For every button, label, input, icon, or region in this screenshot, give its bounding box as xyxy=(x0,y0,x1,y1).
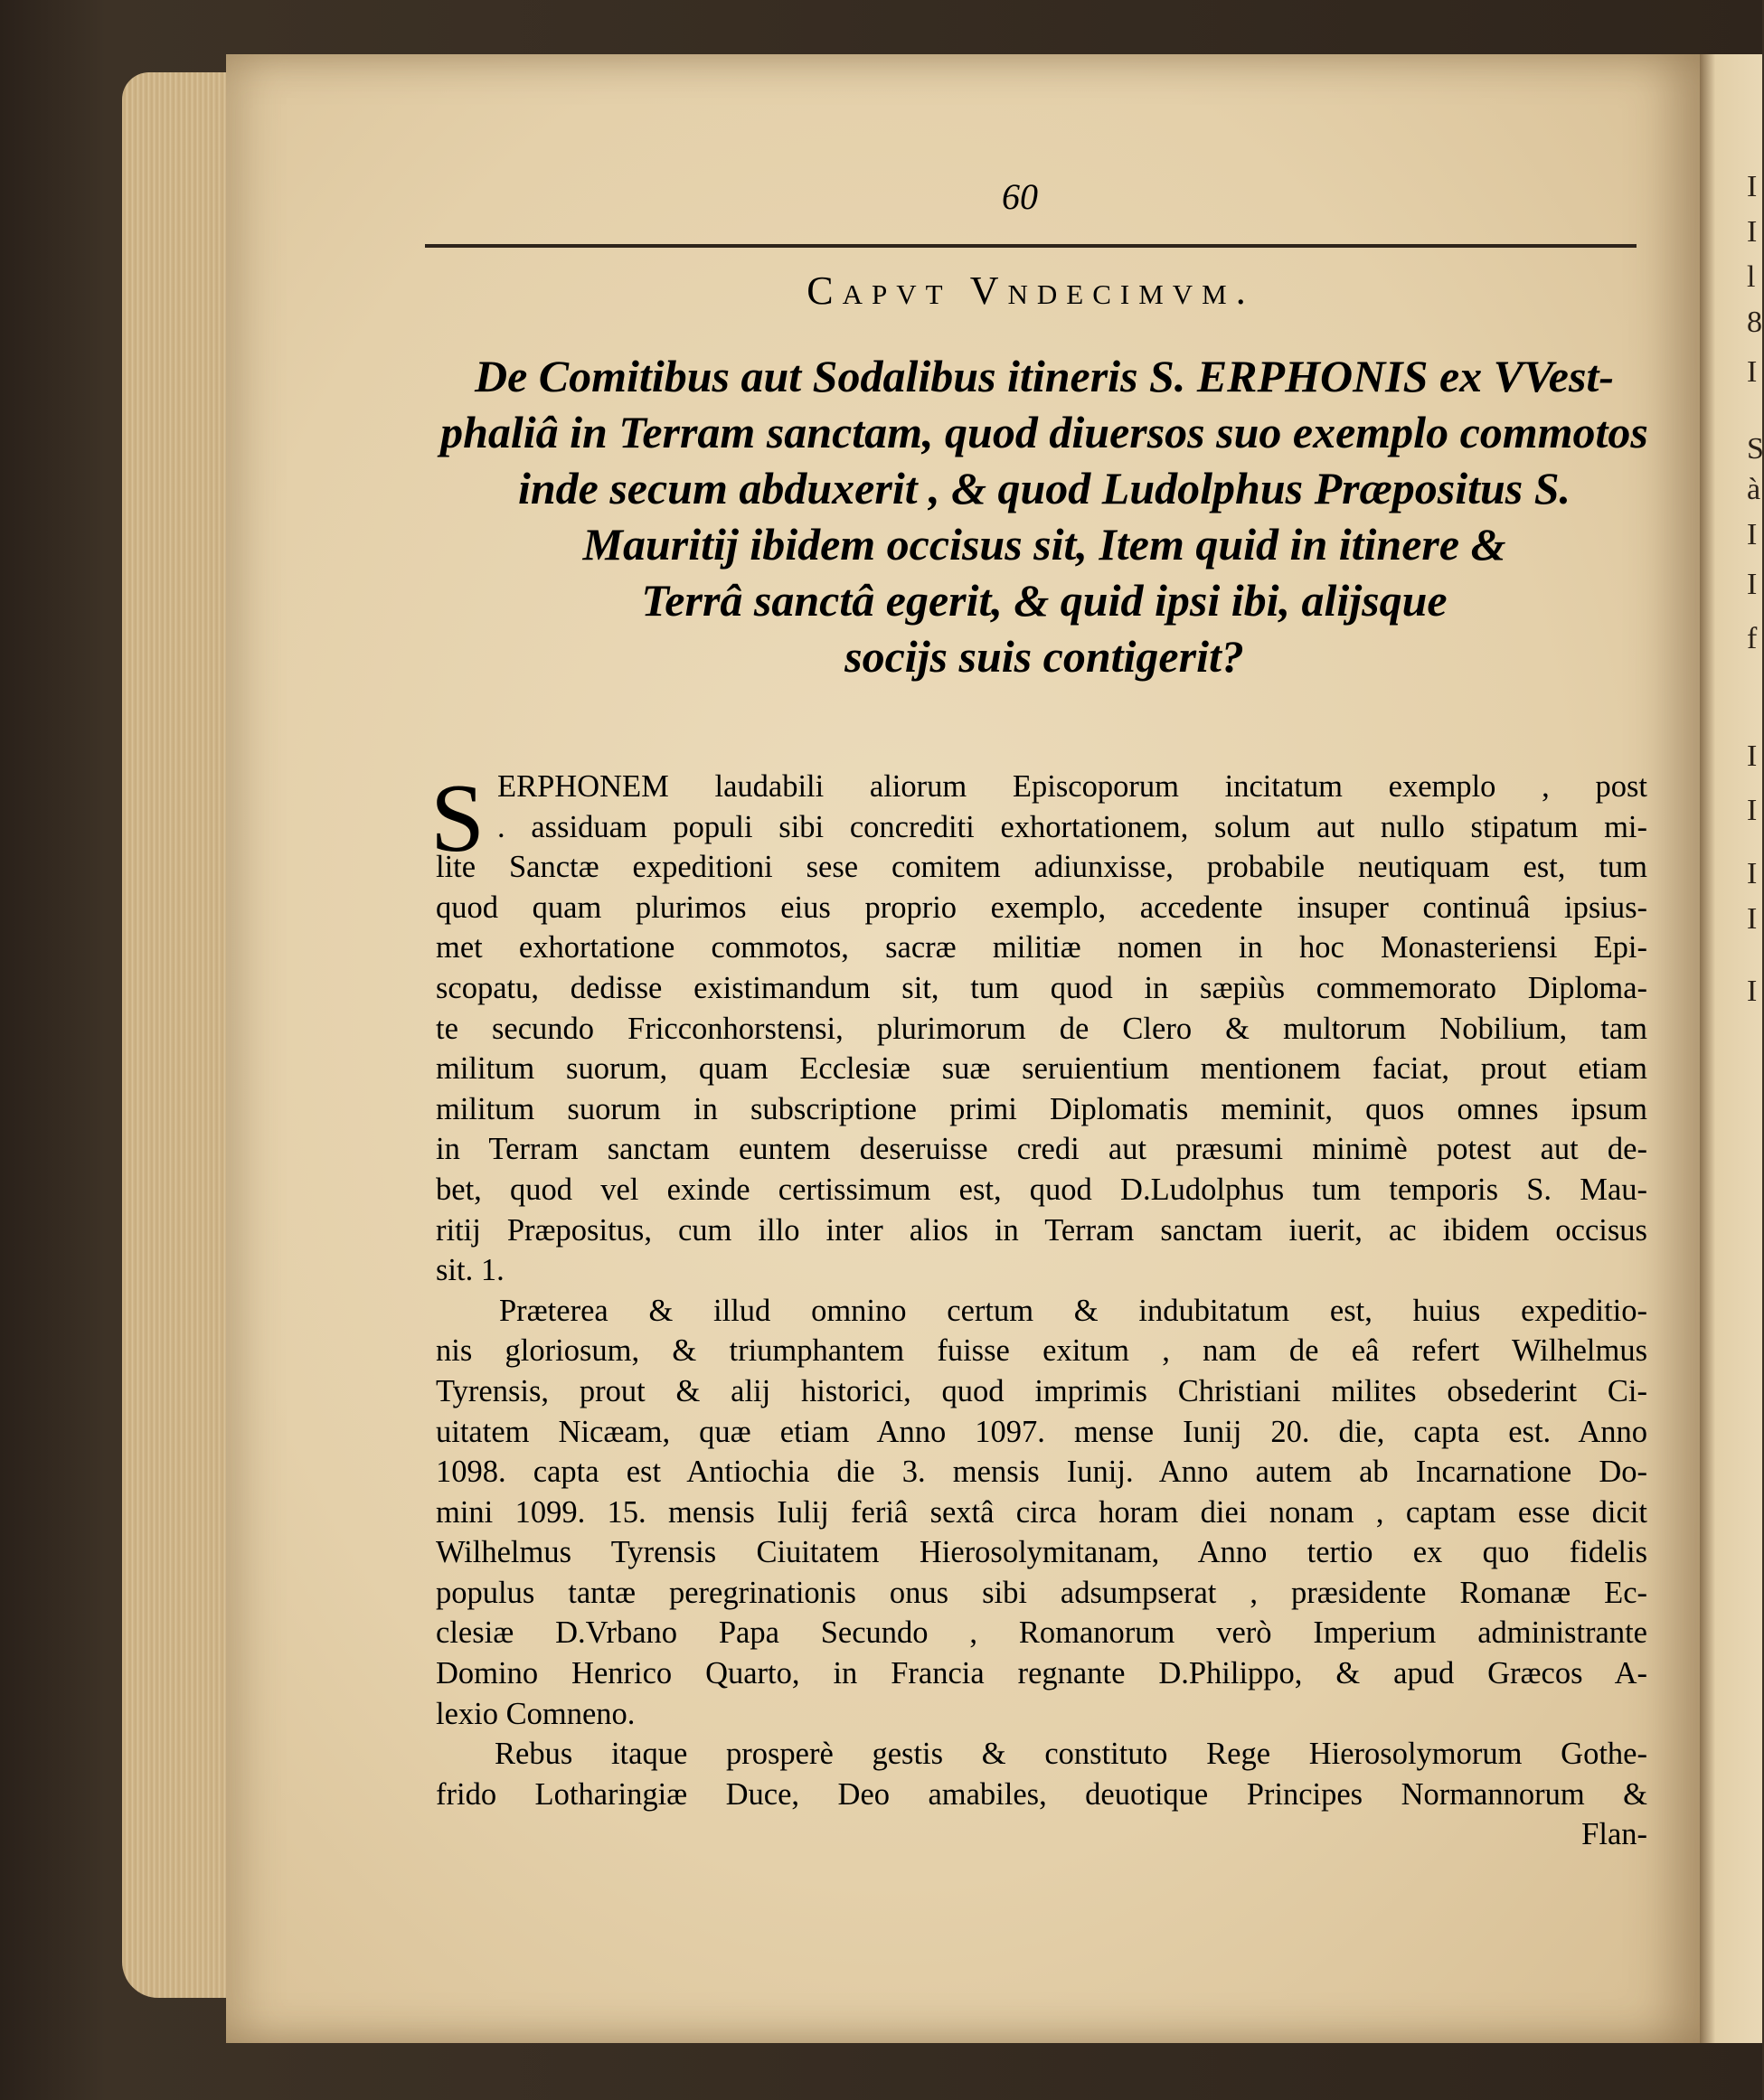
body-line: 1098. capta est Antiochia die 3. mensis Iunij. Anno autem ab Incarnatione Do- xyxy=(436,1455,1647,1490)
right-page-fragment: I xyxy=(1747,902,1758,936)
body-line: ERPHONEM laudabili aliorum Episcoporum incitatum exemplo , post xyxy=(497,769,1647,804)
right-page-fragment: S xyxy=(1747,432,1764,466)
body-line: in Terram sanctam euntem deseruisse credi aut præsumi minimè potest aut de- xyxy=(436,1132,1647,1167)
heading-line: De Comitibus aut Sodalibus itineris S. ERPHONIS ex VVest- xyxy=(475,351,1614,401)
right-page-fragment: I xyxy=(1747,518,1758,551)
right-page-fragment: I xyxy=(1747,568,1758,601)
body-line: Tyrensis, prout & alij historici, quod imprimis Christiani milites obsederint Ci- xyxy=(436,1373,1647,1408)
body-line: lexio Comneno. xyxy=(436,1696,636,1731)
right-page-fragment: I xyxy=(1747,170,1758,203)
body-line: met exhortatione commotos, sacræ militiæ nomen in hoc Monasteriensi Epi- xyxy=(436,930,1647,965)
body-line: uitatem Nicæam, quæ etiam Anno 1097. mense Iunij 20. die, capta est. Anno xyxy=(436,1414,1647,1449)
body-line: clesiæ D.Vrbano Papa Secundo , Romanorum verò Imperium administrante xyxy=(436,1615,1647,1651)
heading-line: socijs suis contigerit? xyxy=(844,631,1244,682)
right-page-fragment: I xyxy=(1747,794,1758,827)
body-line: bet, quod vel exinde certissimum est, quod D.Ludolphus tum temporis S. Mau- xyxy=(436,1172,1647,1207)
page-number: 60 xyxy=(1002,176,1038,217)
header-rule xyxy=(425,244,1637,248)
body-line: te secundo Fricconhorstensi, plurimorum de Clero & multorum Nobilium, tam xyxy=(436,1011,1647,1046)
body-line: . assiduam populi sibi concrediti exhortationem, solum aut nullo stipatum mi- xyxy=(497,809,1647,844)
right-page-fragment: f xyxy=(1747,622,1758,655)
body-line: Domino Henrico Quarto, in Francia regnante D.Philippo, & apud Græcos A- xyxy=(436,1656,1647,1691)
body-line: lite Sanctæ expeditioni sese comitem adiunxisse, probabile neutiquam est, tum xyxy=(436,850,1647,885)
body-line: scopatu, dedisse existimandum sit, tum quod in sæpiùs commemorato Diploma- xyxy=(436,970,1647,1005)
body-line: ritij Præpositus, cum illo inter alios in Terram sanctam iuerit, ac ibidem occisus xyxy=(436,1212,1647,1248)
body-line: militum suorum in subscriptione primi Diplomatis meminit, quos omnes ipsum xyxy=(436,1091,1647,1126)
heading-line: Terrâ sanctâ egerit, & quid ipsi ibi, alijsque xyxy=(641,575,1448,626)
right-page-fragment: I xyxy=(1747,975,1758,1008)
body-line: Rebus itaque prosperè gestis & constituto Rege Hierosolymorum Gothe- xyxy=(495,1737,1647,1772)
body-line: Wilhelmus Tyrensis Ciuitatem Hierosolymitanam, Anno tertio ex quo fidelis xyxy=(436,1535,1647,1570)
body-text xyxy=(436,767,1647,1855)
right-page-fragment: I xyxy=(1747,215,1758,249)
right-page-fragment: l xyxy=(1747,260,1756,294)
right-page-edge xyxy=(1700,54,1762,2043)
body-line: mini 1099. 15. mensis Iulij feriâ sextâ circa horam diei nonam , captam esse dicit xyxy=(436,1494,1647,1530)
body-line: populus tantæ peregrinationis onus sibi adsumpserat , præsidente Romanæ Ec- xyxy=(436,1575,1647,1610)
heading-line: inde secum abduxerit , & quod Ludolphus Præpositus S. xyxy=(517,463,1571,513)
body-line: Præterea & illud omnino certum & indubitatum est, huius expeditio- xyxy=(499,1293,1647,1328)
body-line: sit. 1. xyxy=(436,1253,505,1288)
body-line: frido Lotharingiæ Duce, Deo amabiles, deuotique Principes Normannorum & xyxy=(436,1776,1647,1812)
body-line: nis gloriosum, & triumphantem fuisse exitum , nam de eâ refert Wilhelmus xyxy=(436,1333,1647,1369)
body-line: quod quam plurimos eius proprio exemplo, accedente insuper continuâ ipsius- xyxy=(436,890,1647,925)
right-page-fragment: à xyxy=(1747,473,1761,506)
right-page-fragment: I xyxy=(1747,739,1758,773)
right-page-fragment: I xyxy=(1747,355,1758,389)
heading-line: Mauritij ibidem occisus sit, Item quid in itinere & xyxy=(582,519,1506,570)
right-page-fragment: 8 xyxy=(1747,306,1762,339)
catchword: Flan- xyxy=(1581,1817,1647,1852)
chapter-title: Capvt Vndecimvm. xyxy=(807,268,1255,313)
heading-line: phaliâ in Terram sanctam, quod diuersos suo exemplo commotos xyxy=(440,407,1648,457)
right-page-fragment: I xyxy=(1747,857,1758,890)
chapter-heading xyxy=(425,348,1664,684)
body-line: militum suorum, quam Ecclesiæ suæ seruientium mentionem faciat, prout etiam xyxy=(436,1051,1647,1087)
drop-cap: S xyxy=(430,765,486,872)
